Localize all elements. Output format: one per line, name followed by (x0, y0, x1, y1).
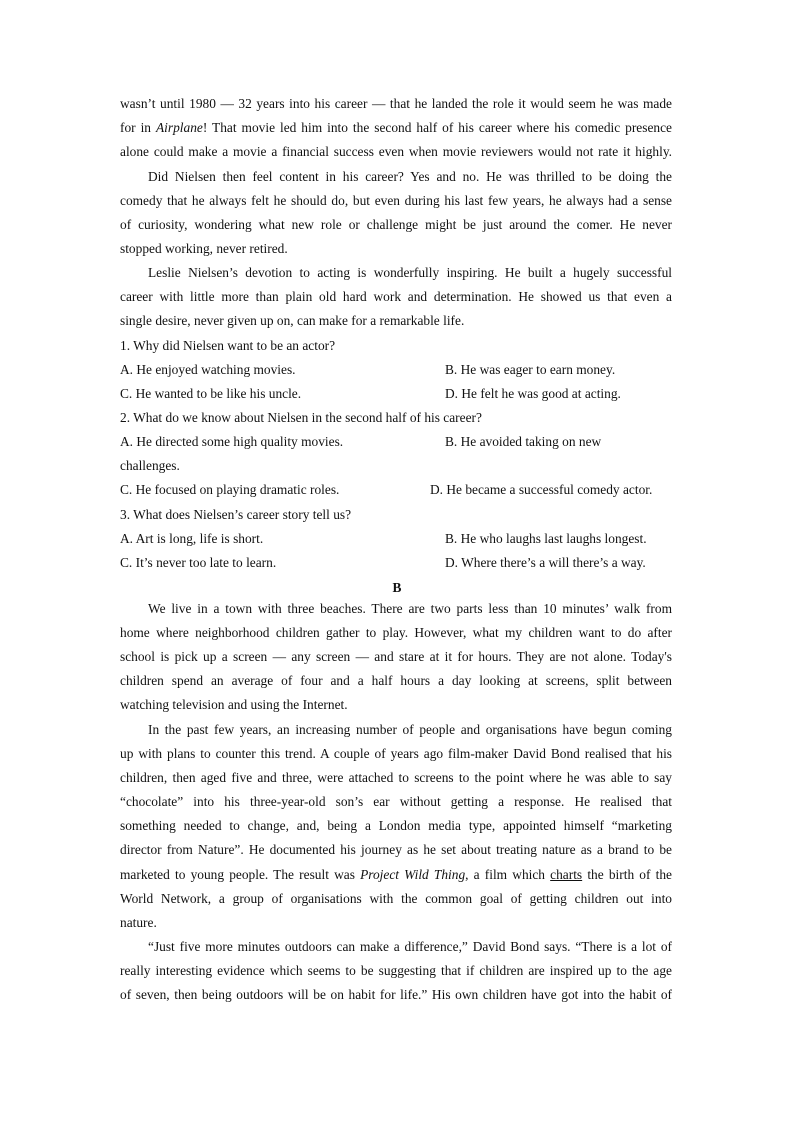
passage-b-line: children spend an average of four and a half hours a day looking at screens, split between (120, 673, 672, 688)
passage-a-line: Did Nielsen then feel content in his career? Yes and no. He was thrilled to be doing the (148, 169, 672, 184)
passage-b-line: up with plans to counter this trend. A couple of years ago film-maker David Bond realised that his (120, 746, 672, 761)
passage-a-line: comedy that he always felt he should do, but even during his last few years, he always had a sense (120, 193, 672, 208)
movie-title: Airplane (155, 120, 203, 135)
option-a: A. He directed some high quality movies. (120, 434, 344, 449)
passage-b-line: watching television and using the Internet. (120, 697, 348, 712)
passage-a-line: wasn’t until 1980 — 32 years into his career — that he landed the role it would seem he was made (120, 96, 672, 111)
question-stem: 2. What do we know about Nielsen in the second half of his career? (120, 410, 482, 425)
passage-b-line (120, 867, 672, 883)
option-a: A. Art is long, life is short. (120, 531, 264, 546)
option-d: D. He became a successful comedy actor. (430, 482, 653, 497)
option-c: C. It’s never too late to learn. (120, 555, 277, 570)
passage-b-line: “Just five more minutes outdoors can make a difference,” David Bond says. “There is a lot of (148, 939, 672, 954)
passage-a-line: Leslie Nielsen’s devotion to acting is wonderfully inspiring. He built a hugely successful (148, 265, 672, 280)
option-d: D. He felt he was good at acting. (445, 386, 621, 401)
section-heading: B (392, 580, 402, 595)
option-a: A. He enjoyed watching movies. (120, 362, 296, 377)
underlined-word: charts (550, 867, 583, 882)
film-title: Project Wild Thing (360, 867, 466, 882)
passage-a-line: single desire, never given up on, can make for a remarkable life. (120, 313, 465, 328)
passage-a-line: stopped working, never retired. (120, 241, 288, 256)
passage-b-line: World Network, a group of organisations with the common goal of getting children out into (120, 891, 672, 906)
option-b-continued: challenges. (120, 458, 180, 473)
question-stem: 1. Why did Nielsen want to be an actor? (120, 338, 336, 353)
passage-b-line: children, then aged five and three, were attached to screens to the point where he was able to say (120, 770, 672, 785)
option-c: C. He focused on playing dramatic roles. (120, 482, 340, 497)
passage-a-line: of curiosity, wondering what new role or challenge might be just around the comer. He never (120, 217, 672, 232)
option-b: B. He who laughs last laughs longest. (445, 531, 647, 546)
text-run: ! That movie led him into the second half of his career where his comedic presence (202, 120, 672, 135)
passage-b-line: We live in a town with three beaches. There are two parts less than 10 minutes’ walk from (148, 601, 672, 616)
passage-a-line: alone could make a movie a financial success even when movie reviewers would not rate it highly. (120, 144, 672, 159)
text-run: marketed to young people. The result was (120, 867, 361, 882)
option-b: B. He was eager to earn money. (445, 362, 616, 377)
passage-b-line: home where neighborhood children gather to play. However, what my children want to do after (120, 625, 672, 640)
passage-a-line (120, 120, 672, 136)
passage-a-line: career with little more than plain old hard work and determination. He showed us that even a (120, 289, 672, 304)
passage-b-line: In the past few years, an increasing number of people and organisations have begun coming (148, 722, 672, 737)
passage-b-line: something needed to change, and, being a London media type, appointed himself “marketing (120, 818, 672, 833)
option-d: D. Where there’s a will there’s a way. (445, 555, 646, 570)
passage-b-line: of seven, then being outdoors will be on habit for life.” His own children have got into the habit of (120, 987, 672, 1002)
text-run: the birth of the (582, 867, 672, 882)
passage-b-line: really interesting evidence which seems to be suggesting that if children are inspired up to the age (120, 963, 672, 978)
option-c: C. He wanted to be like his uncle. (120, 386, 302, 401)
passage-b-line: “chocolate” into his three-year-old son’s ear without getting a response. He realised that (120, 794, 672, 809)
option-b: B. He avoided taking on new (445, 434, 602, 449)
text-run: , a film which (465, 867, 551, 882)
passage-b-line: director from Nature”. He documented his journey as he set about treating nature as a brand to be (120, 842, 672, 857)
passage-b-line: nature. (120, 915, 157, 930)
text-run: for in (120, 120, 156, 135)
passage-b-line: school is pick up a screen — any screen — and stare at it for hours. They are not alone. Today's (120, 649, 672, 664)
question-stem: 3. What does Nielsen’s career story tell us? (120, 507, 352, 522)
